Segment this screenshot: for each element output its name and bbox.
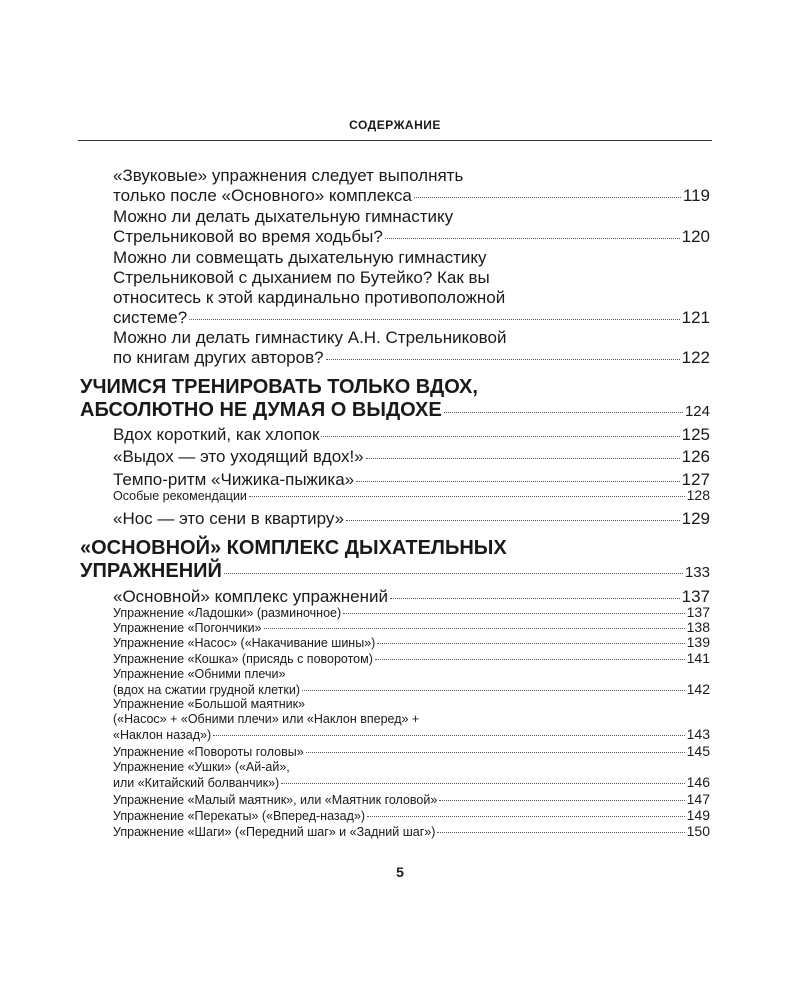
toc-entry — [113, 824, 710, 839]
toc-entry — [113, 635, 710, 650]
toc-entry-line: Стрельниковой с дыханием по Бутейко? Как вы — [113, 268, 490, 287]
dot-leader — [306, 752, 685, 753]
toc-entry-line: («Насос» + «Обними плечи» или «Наклон вперед» + — [113, 711, 420, 726]
dot-leader — [326, 359, 680, 360]
toc-entry-line: Упражнение «Большой маятник» — [113, 697, 305, 711]
dot-leader — [385, 238, 680, 239]
dot-leader — [213, 735, 685, 736]
toc-entry — [113, 509, 710, 529]
dot-leader — [224, 573, 683, 574]
dot-leader — [264, 628, 685, 629]
toc-page-number: 141 — [686, 650, 710, 666]
toc-section-title: АБСОЛЮТНО НЕ ДУМАЯ О ВЫДОХЕ — [80, 399, 442, 421]
toc-entry-line: Темпо-ритм «Чижика-пыжика» — [113, 470, 355, 489]
toc-page-number: 145 — [686, 743, 710, 759]
toc-section — [80, 376, 710, 422]
toc-entry — [113, 808, 710, 823]
toc-entry — [113, 667, 710, 697]
toc-entry-line: Можно ли делать дыхательную гимнастику — [113, 207, 454, 226]
toc-entry — [113, 620, 710, 635]
dot-leader — [281, 783, 684, 784]
dot-leader — [375, 659, 685, 660]
toc-entry-line: Упражнение «Ладошки» (разминочное) — [113, 606, 342, 620]
toc-entry-line: Упражнение «Повороты головы» — [113, 745, 304, 759]
dot-leader — [390, 598, 680, 599]
dot-leader — [366, 458, 680, 459]
toc-section — [80, 537, 710, 583]
dot-leader — [356, 481, 679, 482]
toc-section-title: УПРАЖНЕНИЙ — [80, 560, 222, 582]
dot-leader — [414, 197, 681, 198]
toc-entry-line: системе? — [113, 308, 188, 327]
toc-entry — [113, 605, 710, 620]
toc-entry-line: Упражнение «Перекаты» («Вперед-назад») — [113, 809, 365, 823]
toc-page-number: 126 — [681, 447, 710, 466]
toc-entry-line: «Звуковые» упражнения следует выполнять — [113, 166, 464, 185]
toc-entry — [113, 792, 710, 807]
toc-page-number: 127 — [681, 470, 710, 489]
toc-entry-line: Упражнение «Погончики» — [113, 621, 262, 635]
toc-entry-line: по книгам других авторов? — [113, 348, 324, 367]
toc-page-number: 133 — [684, 564, 710, 581]
toc-entry-line: Особые рекомендации — [113, 489, 247, 503]
toc-entry — [113, 697, 710, 741]
toc-page-number: 124 — [684, 403, 710, 420]
toc-page-number: 143 — [686, 725, 710, 742]
toc-entry-line: Вдох короткий, как хлопок — [113, 425, 320, 444]
toc-entry — [113, 744, 710, 759]
dot-leader — [439, 800, 684, 801]
toc-entry-line: Упражнение «Кошка» (присядь с поворотом) — [113, 652, 373, 666]
toc-page-number: 129 — [681, 509, 710, 528]
dot-leader — [249, 496, 685, 497]
toc-header: СОДЕРЖАНИЕ — [349, 118, 441, 132]
toc-entry-line: «Нос — это сени в квартиру» — [113, 509, 345, 528]
toc-entry-line: Можно ли совмещать дыхательную гимнастику — [113, 248, 487, 267]
dot-leader — [302, 690, 685, 691]
toc-entry-line: «Наклон назад») — [113, 727, 212, 742]
toc-page-number: 149 — [686, 807, 710, 823]
toc-page-number: 139 — [686, 634, 710, 650]
page-number: 5 — [396, 864, 404, 880]
toc-page-number: 120 — [681, 227, 710, 246]
toc-entry — [113, 425, 710, 445]
toc-entry — [113, 470, 710, 490]
toc-entry-line: Упражнение «Насос» («Накачивание шины») — [113, 636, 376, 650]
toc-page-number: 119 — [682, 186, 710, 205]
toc-entry — [113, 760, 710, 790]
toc-entry — [113, 328, 710, 368]
toc-entry-line: относитесь к этой кардинально противоположной — [113, 288, 506, 307]
toc-entry — [113, 207, 710, 247]
dot-leader — [189, 319, 679, 320]
toc-entry-line: Упражнение «Обними плечи» — [113, 667, 286, 681]
toc-section-title: «ОСНОВНОЙ» КОМПЛЕКС ДЫХАТЕЛЬНЫХ — [80, 537, 507, 559]
toc-entry — [113, 651, 710, 666]
dot-leader — [343, 613, 685, 614]
toc-entry — [113, 488, 710, 503]
toc-entry — [113, 587, 710, 607]
toc-entry-line: Стрельниковой во время ходьбы? — [113, 227, 383, 246]
toc-page-number: 137 — [681, 587, 710, 606]
toc-entry-line: Упражнение «Ушки» («Ай-ай», — [113, 760, 290, 774]
toc-page-number: 122 — [681, 348, 710, 367]
toc-entry — [113, 166, 710, 206]
toc-page-number: 125 — [681, 425, 710, 444]
toc-entry-line: «Выдох — это уходящий вдох!» — [113, 447, 364, 466]
dot-leader — [377, 643, 684, 644]
toc-section-title: УЧИМСЯ ТРЕНИРОВАТЬ ТОЛЬКО ВДОХ, — [80, 376, 478, 398]
dot-leader — [346, 520, 680, 521]
toc-page-number: 128 — [686, 487, 710, 503]
toc-page-number: 121 — [681, 308, 710, 327]
toc-entry-line: «Основной» комплекс упражнений — [113, 587, 388, 606]
toc-entry — [113, 447, 710, 467]
toc-entry-line: (вдох на сжатии грудной клетки) — [113, 682, 300, 697]
dot-leader — [367, 816, 685, 817]
toc-entry-line: или «Китайский болванчик») — [113, 775, 280, 790]
toc-entry — [113, 248, 710, 328]
toc-entry-line: Упражнение «Шаги» («Передний шаг» и «Задний шаг») — [113, 825, 436, 839]
toc-page-number: 137 — [686, 604, 710, 620]
toc-page-number: 138 — [686, 619, 710, 635]
toc-entry-line: только после «Основного» комплекса — [113, 186, 412, 205]
toc-page-number: 147 — [686, 791, 710, 807]
toc-page-number: 150 — [686, 823, 710, 839]
dot-leader — [321, 436, 679, 437]
dot-leader — [444, 412, 683, 413]
toc-entry-line: Можно ли делать гимнастику А.Н. Стрельниковой — [113, 328, 507, 347]
dot-leader — [437, 832, 684, 833]
toc-page-number: 142 — [686, 680, 710, 697]
toc-page-number: 146 — [686, 773, 710, 790]
toc-entry-line: Упражнение «Малый маятник», или «Маятник головой» — [113, 793, 438, 807]
